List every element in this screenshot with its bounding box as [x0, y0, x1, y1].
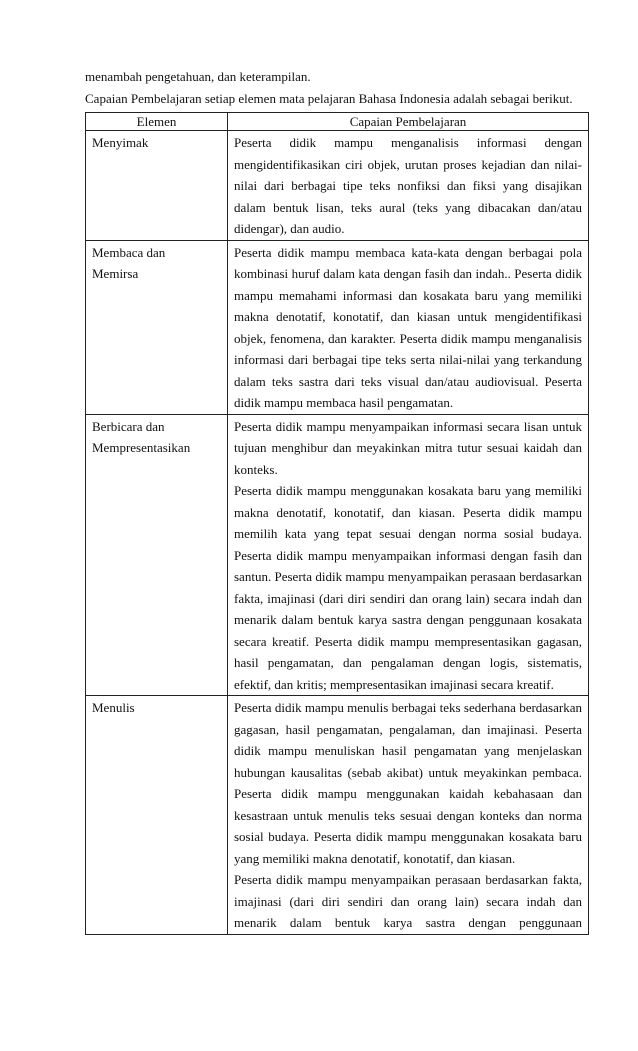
intro-line-1: menambah pengetahuan, dan keterampilan.	[85, 69, 311, 84]
capaian-paragraph: Peserta didik mampu menulis berbagai teks sederhana berdasarkan gagasan, hasil pengamatan, pengalaman, dan imajinasi. Peserta didik mampu menuliskan hasil pengamatan yang menjelaskan hubungan kausalitas (sebab akibat) untuk meyakinkan pembaca. Peserta didik mampu menggunakan kaidah kebahasaan dan kesastraan untuk menulis teks sesuai dengan konteks dan norma sosial budaya. Peserta didik mampu menggunakan kosakata baru yang memiliki makna denotatif, konotatif, dan kiasan.	[234, 700, 582, 866]
capaian-cell	[228, 131, 589, 241]
elemen-label: Memirsa	[92, 266, 139, 281]
intro-line-2: Capaian Pembelajaran setiap elemen mata pelajaran Bahasa Indonesia adalah sebagai berikut.	[85, 90, 573, 106]
elemen-cell	[86, 240, 228, 414]
elemen-cell	[86, 696, 228, 935]
table-row	[86, 414, 589, 696]
capaian-paragraph: Peserta didik mampu menggunakan kosakata baru yang memiliki makna denotatif, konotatif, dan kiasan. Peserta didik mampu memilih kata yang tepat sesuai dengan norma sosial budaya. Peserta didik mampu menyampaikan informasi dengan fasih dan santun. Peserta didik mampu menyampaikan perasaan berdasarkan fakta, imajinasi (dari diri sendiri dan orang lain) secara indah dan menarik dalam bentuk karya sastra dengan penggunaan kosakata secara kreatif. Peserta didik mampu mempresentasikan gagasan, hasil pengamatan, dan pengalaman dengan logis, sistematis, efektif, dan kritis; mempresentasikan imajinasi secara kreatif.	[234, 483, 582, 692]
elemen-label: Menyimak	[92, 135, 149, 150]
table-header-row	[86, 113, 589, 131]
table-row	[86, 696, 589, 935]
capaian-paragraph: Peserta didik mampu membaca kata-kata dengan berbagai pola kombinasi huruf dalam kata dengan fasih dan indah.. Peserta didik mampu memahami informasi dan kosakata baru yang memiliki makna denotatif, konotatif, dan kiasan untuk mengidentifikasi objek, fenomena, dan karakter. Peserta didik mampu menganalisis informasi dari berbagai tipe teks serta nilai-nilai yang terkandung dalam teks sastra dari teks visual dan/atau audiovisual. Peserta didik mampu membaca hasil pengamatan.	[234, 244, 582, 410]
elemen-label: Menulis	[92, 700, 135, 715]
elemen-cell	[86, 131, 228, 241]
capaian-table	[85, 112, 589, 935]
header-elemen: Elemen	[86, 113, 228, 131]
elemen-label: Membaca dan	[92, 244, 166, 260]
capaian-paragraph: Peserta didik mampu menyampaikan informasi secara lisan untuk tujuan menghibur dan meyakinkan mitra tutur sesuai kaidah dan konteks.	[234, 418, 582, 477]
elemen-label: Mempresentasikan	[92, 440, 191, 455]
table-row	[86, 240, 589, 414]
capaian-cell	[228, 414, 589, 696]
header-capaian: Capaian Pembelajaran	[228, 113, 589, 131]
capaian-paragraph: Peserta didik mampu menyampaikan perasaan berdasarkan fakta, imajinasi (dari diri sendiri dan orang lain) secara indah dan menarik dalam bentuk karya sastra dengan penggunaan	[234, 872, 582, 930]
capaian-paragraph: Peserta didik mampu menganalisis informasi dengan mengidentifikasikan ciri objek, urutan proses kejadian dan nilai-nilai dari berbagai tipe teks nonfiksi dan fiksi yang disajikan dalam bentuk lisan, teks aural (teks yang dibacakan dan/atau didengar), dan audio.	[234, 135, 582, 236]
elemen-label: Berbicara dan	[92, 418, 165, 434]
capaian-cell	[228, 240, 589, 414]
document-page	[85, 66, 588, 935]
elemen-cell	[86, 414, 228, 696]
table-row	[86, 131, 589, 241]
capaian-cell	[228, 696, 589, 935]
